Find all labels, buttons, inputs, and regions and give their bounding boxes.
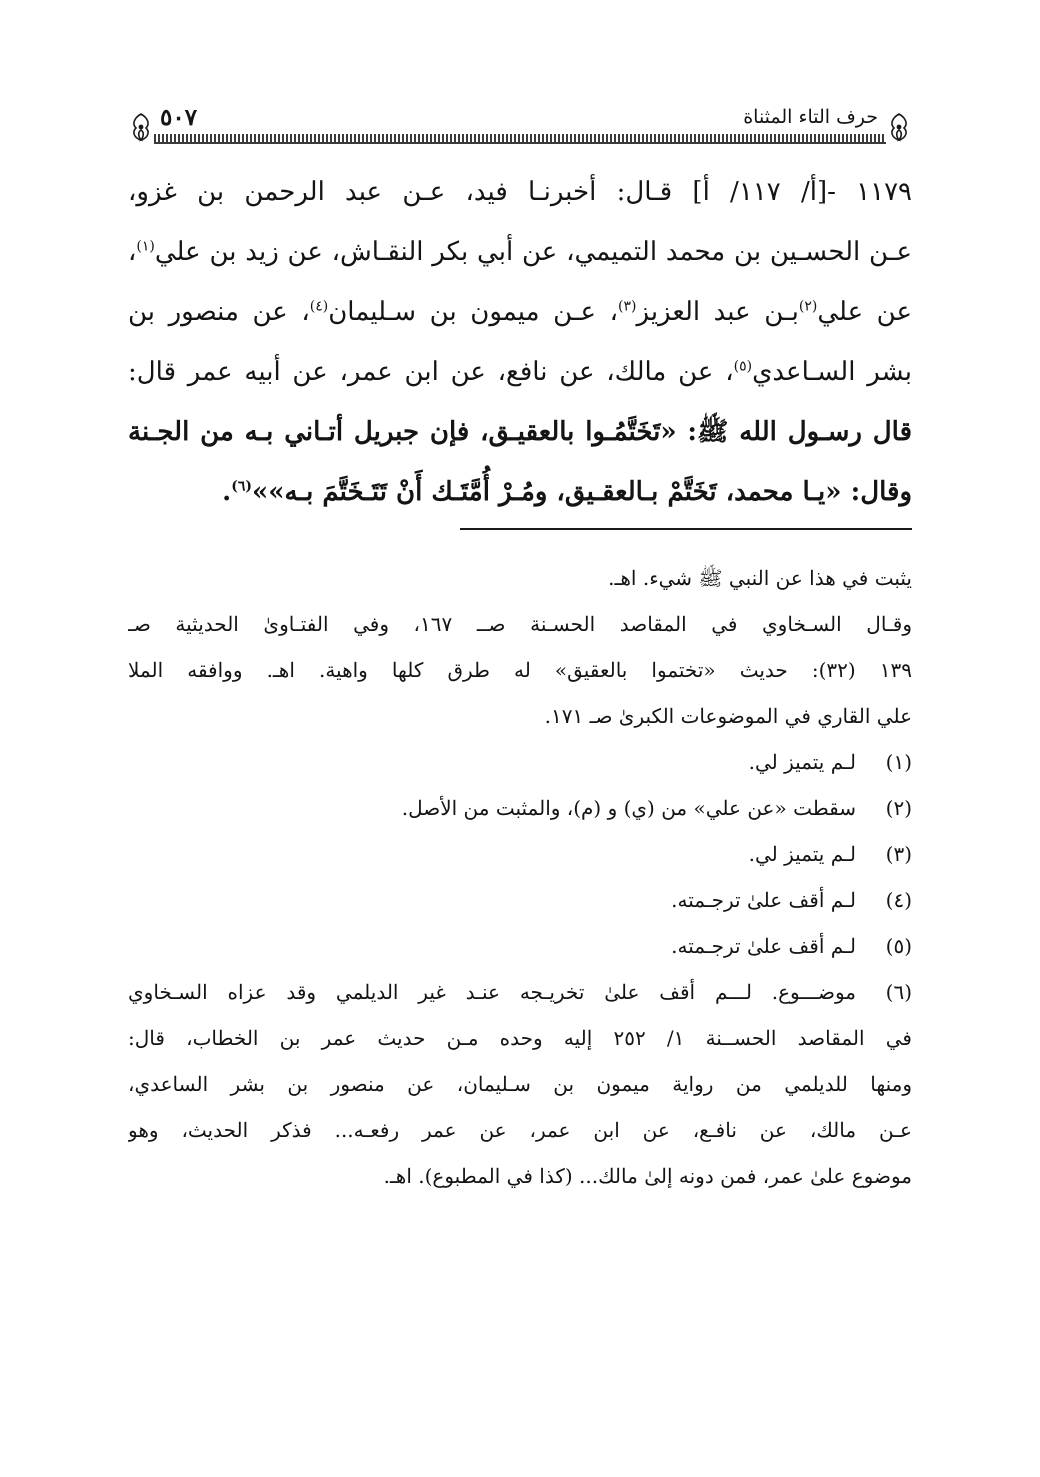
footnote-ref-5: (٥)	[733, 358, 753, 375]
footnote-1	[128, 739, 912, 785]
footnote-4	[128, 877, 912, 923]
footnote-continuation-line: وقـال السـخاوي في المقاصد الحسـنة صــ ١٦٧، وفي الفتـاوىٰ الحديثية صـ	[128, 612, 912, 636]
footnote-number: (٤)	[885, 888, 912, 912]
main-line-3	[128, 282, 912, 342]
footnote-text: لـم يتميز لي.	[748, 842, 856, 866]
footnote-3	[128, 831, 912, 877]
footnote-ref-3: (٣)	[618, 298, 637, 315]
line-text: .	[222, 477, 232, 507]
footnote-2	[128, 785, 912, 831]
footnote-separator	[460, 528, 912, 530]
footnote-6-continuation: ومنها للديلمي من رواية ميمون بن سـليمان، عن منصور بن بشر الساعدي،	[128, 1072, 912, 1096]
footnote-number: (٢)	[885, 796, 912, 820]
line-text: ،	[128, 237, 137, 267]
running-header	[128, 104, 912, 144]
footnote-5	[128, 923, 912, 969]
footnote-text: لـم أقف علىٰ ترجـمته.	[671, 888, 856, 912]
line-text: بـن عبد العزيز	[636, 297, 799, 327]
main-line-5: قال رسـول الله ﷺ: «تَخَتَّمُـوا بالعقيـق، فإن جبريل أتـاني بـه من الجـنة	[128, 417, 912, 447]
footnote-text: سقطت «عن علي» من (ي) و (م)، والمثبت من الأصل.	[401, 796, 856, 820]
chapter-title: حرف التاء المثناة	[743, 106, 878, 128]
footnotes	[128, 555, 912, 1199]
line-text: عـن الحسـين بن محمد التميمي، عن أبي بكر النقـاش، عن زيد بن علي	[154, 237, 912, 267]
footnote-number: (٣)	[885, 842, 912, 866]
footnote-6-continuation: موضوع علىٰ عمر، فمن دونه إلىٰ مالك... (كذا في المطبوع). اهـ.	[383, 1164, 912, 1188]
line-text: ، عن مالك، عن نافع، عن ابن عمر، عن أبيه عمر قال:	[128, 357, 734, 387]
footnote-ref-2: (٢)	[798, 298, 818, 315]
footnote-continuation-line: يثبت في هذا عن النبي ﷺ شيء. اهـ.	[608, 566, 912, 590]
footnote-text: موضـــوع. لـــم أقف علىٰ تخريـجه عنـد غير الديلمي وقد عزاه السـخاوي	[128, 980, 856, 1004]
ornament-left-icon	[128, 112, 154, 142]
main-line-1: ١١٧٩ -[أ/ ١١٧/ أ] قـال: أخبرنـا فيد، عـن عبد الرحمن بن غزو،	[128, 177, 912, 207]
footnote-ref-1: (١)	[136, 238, 155, 255]
footnote-ref-4: (٤)	[309, 298, 329, 315]
footnote-6-continuation: في المقاصد الحســنة ١/ ٢٥٢ إليه وحده مـن حديث عمر بن الخطاب، قال:	[128, 1026, 912, 1050]
footnote-number: (١)	[885, 750, 912, 774]
footnote-6	[128, 969, 912, 1015]
main-line-6	[128, 462, 912, 522]
line-text: بشر السـاعدي	[752, 357, 912, 387]
line-text: ، عـن ميمون بن سـليمان	[328, 297, 618, 327]
page-number: ٥٠٧	[160, 104, 198, 131]
ornament-right-icon	[886, 112, 912, 142]
footnote-text: لـم يتميز لي.	[748, 750, 856, 774]
main-line-4	[128, 342, 912, 402]
footnote-ref-6: (٦)	[231, 478, 253, 495]
line-text: عن علي	[817, 297, 912, 327]
footnote-number: (٥)	[885, 934, 912, 958]
footnote-continuation-line: علي القاري في الموضوعات الكبرىٰ صـ ١٧١.	[544, 704, 912, 728]
header-rule	[154, 134, 886, 142]
footnote-number: (٦)	[885, 980, 912, 1004]
main-text	[128, 162, 912, 522]
footnote-6-continuation: عـن مالك، عن نافـع، عن ابن عمر، عن عمر رفعـه... فذكر الحديث، وهو	[128, 1118, 912, 1142]
line-text: وقال: «يـا محمد، تَخَتَّمْ بـالعقـيق، ومُـرْ أُمَّتَـك أَنْ تَتَـخَتَّمَ بـه»»	[252, 477, 912, 507]
footnote-text: لـم أقف علىٰ ترجـمته.	[671, 934, 856, 958]
main-line-2	[128, 222, 912, 282]
line-text: ، عن منصور بن	[128, 297, 310, 327]
footnote-continuation-line: ١٣٩ (٣٢): حديث «تختموا بالعقيق» له طرق كلها واهية. اهـ. ووافقه الملا	[128, 658, 912, 682]
